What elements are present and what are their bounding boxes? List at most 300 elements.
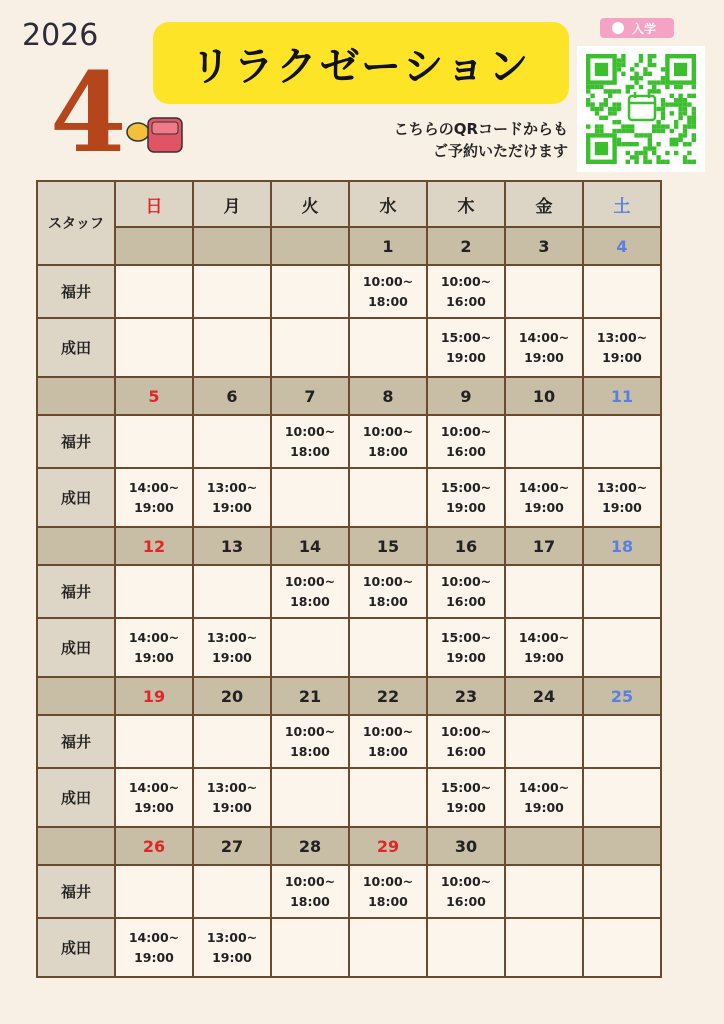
qr-module bbox=[683, 124, 687, 128]
calendar-icon bbox=[629, 92, 655, 120]
shift-cell[interactable] bbox=[271, 715, 349, 768]
shift-cell[interactable] bbox=[349, 768, 427, 827]
date-cell: 29 bbox=[349, 827, 427, 865]
qr-module bbox=[652, 63, 656, 67]
shift-cell[interactable] bbox=[505, 918, 583, 977]
shift-cell[interactable] bbox=[427, 715, 505, 768]
shift-time: 19:00 bbox=[524, 799, 564, 815]
qr-module bbox=[674, 138, 678, 142]
shift-cell[interactable] bbox=[271, 618, 349, 677]
qr-module bbox=[683, 129, 687, 133]
shift-time: 19:00 bbox=[446, 499, 486, 515]
date-cell: 8 bbox=[349, 377, 427, 415]
qr-module bbox=[665, 85, 669, 89]
qr-module bbox=[586, 89, 590, 93]
date-cell: 3 bbox=[505, 227, 583, 265]
qr-module bbox=[687, 151, 691, 155]
qr-module bbox=[670, 102, 674, 106]
shift-cell[interactable] bbox=[427, 415, 505, 468]
staff-row-narita bbox=[37, 768, 661, 827]
qr-module bbox=[683, 160, 687, 164]
qr-module bbox=[604, 116, 608, 120]
shift-time: 18:00 bbox=[290, 893, 330, 909]
shift-time: 10:00~ bbox=[284, 873, 336, 889]
qr-module bbox=[630, 76, 634, 80]
qr-module bbox=[674, 85, 678, 89]
weekday-header: 火 bbox=[271, 181, 349, 227]
weekday-header: 金 bbox=[505, 181, 583, 227]
qr-module bbox=[634, 80, 638, 84]
date-cell bbox=[505, 827, 583, 865]
qr-module bbox=[626, 85, 630, 89]
staff-row-narita bbox=[37, 918, 661, 977]
qr-module bbox=[692, 111, 696, 115]
qr-module bbox=[612, 107, 616, 111]
shift-cell[interactable] bbox=[583, 865, 661, 918]
date-row bbox=[37, 827, 661, 865]
shift-cell[interactable] bbox=[193, 768, 271, 827]
shift-time: 13:00~ bbox=[206, 779, 258, 795]
shift-cell[interactable] bbox=[505, 865, 583, 918]
shift-time: 19:00 bbox=[446, 349, 486, 365]
qr-module bbox=[670, 94, 674, 98]
date-cell: 1 bbox=[349, 227, 427, 265]
shift-cell[interactable] bbox=[427, 265, 505, 318]
qr-module bbox=[590, 107, 594, 111]
qr-module bbox=[670, 111, 674, 115]
shift-time: 10:00~ bbox=[284, 423, 336, 439]
shift-cell[interactable] bbox=[193, 468, 271, 527]
shift-time: 19:00 bbox=[524, 349, 564, 365]
shift-cell[interactable] bbox=[349, 565, 427, 618]
qr-module bbox=[692, 107, 696, 111]
qr-module bbox=[670, 142, 674, 146]
qr-module bbox=[678, 138, 682, 142]
qr-module bbox=[630, 142, 634, 146]
qr-module bbox=[630, 124, 634, 128]
shift-time: 19:00 bbox=[212, 649, 252, 665]
date-cell bbox=[271, 227, 349, 265]
shift-cell[interactable] bbox=[583, 265, 661, 318]
qr-module bbox=[621, 58, 625, 62]
shift-cell[interactable] bbox=[583, 468, 661, 527]
qr-module bbox=[590, 102, 594, 106]
qr-module bbox=[590, 85, 594, 89]
shift-cell[interactable] bbox=[505, 468, 583, 527]
year-label: 2026 bbox=[22, 18, 99, 53]
qr-module bbox=[586, 124, 590, 128]
badge-text: 入学 bbox=[631, 22, 657, 36]
staff-row-narita bbox=[37, 318, 661, 377]
qr-module bbox=[595, 85, 599, 89]
weekday-header: 木 bbox=[427, 181, 505, 227]
qr-module bbox=[595, 124, 599, 128]
shift-time: 15:00~ bbox=[440, 779, 492, 795]
qr-module bbox=[678, 133, 682, 137]
staff-row-narita bbox=[37, 468, 661, 527]
qr-module bbox=[674, 124, 678, 128]
qr-module bbox=[643, 151, 647, 155]
shift-time: 10:00~ bbox=[362, 573, 414, 589]
shift-time: 10:00~ bbox=[362, 273, 414, 289]
qr-module bbox=[643, 160, 647, 164]
shift-time: 10:00~ bbox=[440, 723, 492, 739]
qr-module bbox=[678, 111, 682, 115]
schedule-table bbox=[36, 180, 662, 978]
qr-module bbox=[652, 146, 656, 150]
shift-cell[interactable] bbox=[505, 265, 583, 318]
shift-time: 19:00 bbox=[524, 499, 564, 515]
qr-module bbox=[612, 102, 616, 106]
qr-module bbox=[674, 102, 678, 106]
shift-time: 15:00~ bbox=[440, 329, 492, 345]
shift-time: 19:00 bbox=[212, 499, 252, 515]
shift-cell[interactable] bbox=[193, 715, 271, 768]
shift-cell[interactable] bbox=[271, 768, 349, 827]
qr-module bbox=[692, 116, 696, 120]
qr-module bbox=[595, 107, 599, 111]
date-cell: 9 bbox=[427, 377, 505, 415]
qr-module bbox=[656, 89, 660, 93]
shift-time: 14:00~ bbox=[518, 329, 570, 345]
qr-module bbox=[661, 80, 665, 84]
qr-module bbox=[683, 111, 687, 115]
shift-cell[interactable] bbox=[271, 918, 349, 977]
qr-module bbox=[634, 155, 638, 159]
shift-cell[interactable] bbox=[349, 918, 427, 977]
shift-cell[interactable] bbox=[193, 415, 271, 468]
qr-module bbox=[599, 129, 603, 133]
qr-module bbox=[687, 120, 691, 124]
qr-module bbox=[674, 151, 678, 155]
qr-module bbox=[621, 54, 625, 58]
qr-module bbox=[648, 63, 652, 67]
shift-cell[interactable] bbox=[271, 865, 349, 918]
shift-cell[interactable] bbox=[505, 618, 583, 677]
date-cell: 18 bbox=[583, 527, 661, 565]
shift-cell[interactable] bbox=[505, 565, 583, 618]
shift-cell[interactable] bbox=[271, 265, 349, 318]
qr-module bbox=[617, 142, 621, 146]
shift-cell[interactable] bbox=[193, 318, 271, 377]
shift-cell[interactable] bbox=[115, 318, 193, 377]
month-number: 4 bbox=[50, 48, 127, 177]
qr-module bbox=[634, 72, 638, 76]
shift-time: 16:00 bbox=[446, 593, 486, 609]
qr-finder bbox=[595, 63, 608, 76]
shift-cell[interactable] bbox=[427, 918, 505, 977]
date-row-spacer bbox=[37, 677, 115, 715]
shift-cell[interactable] bbox=[271, 415, 349, 468]
shift-cell[interactable] bbox=[427, 618, 505, 677]
qr-module bbox=[599, 124, 603, 128]
qr-module bbox=[648, 54, 652, 58]
weekday-header: 月 bbox=[193, 181, 271, 227]
qr-module bbox=[617, 107, 621, 111]
staff-name: 成田 bbox=[37, 618, 115, 677]
date-cell: 22 bbox=[349, 677, 427, 715]
shift-cell[interactable] bbox=[505, 768, 583, 827]
date-cell: 30 bbox=[427, 827, 505, 865]
date-cell: 14 bbox=[271, 527, 349, 565]
qr-module bbox=[630, 85, 634, 89]
shift-cell[interactable] bbox=[193, 565, 271, 618]
weekday-header: 水 bbox=[349, 181, 427, 227]
qr-note-line1: こちらのQRコードからも bbox=[393, 120, 568, 138]
shift-time: 16:00 bbox=[446, 893, 486, 909]
shift-time: 13:00~ bbox=[596, 479, 648, 495]
qr-module bbox=[634, 142, 638, 146]
shift-time: 10:00~ bbox=[440, 423, 492, 439]
qr-module bbox=[661, 102, 665, 106]
qr-module bbox=[595, 111, 599, 115]
qr-module bbox=[621, 124, 625, 128]
qr-note-line2: ご予約いただけます bbox=[432, 142, 568, 160]
qr-module bbox=[617, 120, 621, 124]
shift-cell[interactable] bbox=[193, 918, 271, 977]
qr-module bbox=[652, 80, 656, 84]
shift-time: 16:00 bbox=[446, 443, 486, 459]
qr-module bbox=[643, 133, 647, 137]
shift-time: 19:00 bbox=[134, 499, 174, 515]
shift-cell[interactable] bbox=[427, 468, 505, 527]
qr-module bbox=[634, 76, 638, 80]
shift-cell[interactable] bbox=[115, 265, 193, 318]
shift-cell[interactable] bbox=[193, 865, 271, 918]
weekday-header: 土 bbox=[583, 181, 661, 227]
shift-cell[interactable] bbox=[583, 768, 661, 827]
qr-module bbox=[612, 111, 616, 115]
shift-cell[interactable] bbox=[583, 715, 661, 768]
shift-time: 10:00~ bbox=[284, 573, 336, 589]
qr-module bbox=[692, 94, 696, 98]
qr-module bbox=[586, 98, 590, 102]
staff-row-fukui bbox=[37, 415, 661, 468]
qr-module bbox=[648, 142, 652, 146]
date-cell: 19 bbox=[115, 677, 193, 715]
staff-name: 福井 bbox=[37, 865, 115, 918]
shift-cell[interactable] bbox=[505, 715, 583, 768]
qr-module bbox=[678, 107, 682, 111]
shift-time: 19:00 bbox=[212, 799, 252, 815]
qr-module bbox=[595, 129, 599, 133]
staff-row-fukui bbox=[37, 865, 661, 918]
shift-cell[interactable] bbox=[115, 565, 193, 618]
qr-module bbox=[656, 155, 660, 159]
shift-cell[interactable] bbox=[349, 318, 427, 377]
shift-cell[interactable] bbox=[427, 565, 505, 618]
qr-module bbox=[687, 142, 691, 146]
shift-time: 18:00 bbox=[290, 443, 330, 459]
qr-module bbox=[586, 102, 590, 106]
qr-module bbox=[626, 142, 630, 146]
shift-cell[interactable] bbox=[349, 265, 427, 318]
qr-module bbox=[652, 124, 656, 128]
qr-module bbox=[665, 102, 669, 106]
qr-module bbox=[687, 102, 691, 106]
qr-module bbox=[612, 120, 616, 124]
date-cell: 17 bbox=[505, 527, 583, 565]
qr-module bbox=[599, 116, 603, 120]
shift-time: 16:00 bbox=[446, 293, 486, 309]
qr-module bbox=[656, 80, 660, 84]
shift-cell[interactable] bbox=[115, 468, 193, 527]
shift-time: 15:00~ bbox=[440, 629, 492, 645]
staff-header: スタッフ bbox=[37, 181, 115, 265]
qr-module bbox=[678, 85, 682, 89]
qr-module bbox=[621, 142, 625, 146]
qr-code[interactable] bbox=[577, 46, 705, 172]
qr-module bbox=[652, 54, 656, 58]
qr-module bbox=[621, 72, 625, 76]
date-cell: 21 bbox=[271, 677, 349, 715]
qr-module bbox=[634, 151, 638, 155]
date-cell: 12 bbox=[115, 527, 193, 565]
qr-module bbox=[656, 124, 660, 128]
shift-cell[interactable] bbox=[193, 265, 271, 318]
shift-cell[interactable] bbox=[271, 318, 349, 377]
qr-module bbox=[626, 124, 630, 128]
qr-module bbox=[678, 102, 682, 106]
qr-module bbox=[683, 133, 687, 137]
shift-cell[interactable] bbox=[115, 768, 193, 827]
shift-cell[interactable] bbox=[583, 565, 661, 618]
qr-module bbox=[683, 142, 687, 146]
qr-module bbox=[643, 155, 647, 159]
date-cell: 13 bbox=[193, 527, 271, 565]
shift-time: 13:00~ bbox=[206, 929, 258, 945]
qr-note bbox=[394, 118, 568, 162]
qr-module bbox=[630, 129, 634, 133]
entrance-badge bbox=[596, 12, 678, 42]
qr-module bbox=[643, 67, 647, 71]
qr-module bbox=[608, 107, 612, 111]
qr-module bbox=[683, 155, 687, 159]
date-cell: 10 bbox=[505, 377, 583, 415]
shift-cell[interactable] bbox=[349, 865, 427, 918]
qr-module bbox=[661, 107, 665, 111]
shift-cell[interactable] bbox=[349, 468, 427, 527]
qr-module bbox=[626, 160, 630, 164]
shift-cell[interactable] bbox=[349, 618, 427, 677]
qr-module bbox=[692, 124, 696, 128]
shift-time: 18:00 bbox=[290, 743, 330, 759]
date-cell: 15 bbox=[349, 527, 427, 565]
shift-cell[interactable] bbox=[427, 865, 505, 918]
shift-cell[interactable] bbox=[505, 415, 583, 468]
qr-finder bbox=[595, 142, 608, 155]
shift-time: 10:00~ bbox=[362, 873, 414, 889]
qr-module bbox=[590, 94, 594, 98]
qr-module bbox=[661, 124, 665, 128]
qr-module bbox=[661, 116, 665, 120]
date-row-spacer bbox=[37, 827, 115, 865]
shift-time: 18:00 bbox=[290, 593, 330, 609]
qr-finder bbox=[674, 63, 687, 76]
qr-module bbox=[617, 129, 621, 133]
shift-time: 14:00~ bbox=[128, 779, 180, 795]
qr-module bbox=[639, 76, 643, 80]
qr-module bbox=[661, 76, 665, 80]
shift-cell[interactable] bbox=[427, 318, 505, 377]
qr-module bbox=[656, 129, 660, 133]
qr-module bbox=[630, 67, 634, 71]
qr-module bbox=[692, 85, 696, 89]
shift-cell[interactable] bbox=[427, 768, 505, 827]
shift-time: 18:00 bbox=[368, 893, 408, 909]
shift-cell[interactable] bbox=[115, 415, 193, 468]
qr-module bbox=[692, 120, 696, 124]
shift-cell[interactable] bbox=[115, 715, 193, 768]
shift-time: 14:00~ bbox=[128, 929, 180, 945]
qr-module bbox=[670, 138, 674, 142]
title-banner bbox=[153, 22, 569, 104]
shift-cell[interactable] bbox=[115, 918, 193, 977]
date-cell bbox=[115, 227, 193, 265]
qr-module bbox=[639, 85, 643, 89]
qr-module bbox=[687, 160, 691, 164]
shift-cell[interactable] bbox=[583, 318, 661, 377]
school-bag-icon bbox=[124, 112, 186, 158]
date-cell: 23 bbox=[427, 677, 505, 715]
shift-time: 10:00~ bbox=[440, 273, 492, 289]
qr-module bbox=[678, 94, 682, 98]
date-cell: 2 bbox=[427, 227, 505, 265]
date-row-spacer bbox=[37, 377, 115, 415]
shift-time: 13:00~ bbox=[206, 479, 258, 495]
qr-module bbox=[608, 111, 612, 115]
shift-cell[interactable] bbox=[115, 618, 193, 677]
qr-module bbox=[617, 102, 621, 106]
shift-cell[interactable] bbox=[349, 715, 427, 768]
qr-module bbox=[674, 120, 678, 124]
shift-time: 10:00~ bbox=[440, 573, 492, 589]
staff-row-fukui bbox=[37, 565, 661, 618]
qr-module bbox=[648, 133, 652, 137]
shift-cell[interactable] bbox=[271, 468, 349, 527]
qr-module bbox=[604, 98, 608, 102]
weekday-header-row bbox=[37, 181, 661, 227]
weekday-header: 日 bbox=[115, 181, 193, 227]
date-cell: 25 bbox=[583, 677, 661, 715]
qr-module bbox=[639, 58, 643, 62]
shift-cell[interactable] bbox=[271, 565, 349, 618]
date-cell: 5 bbox=[115, 377, 193, 415]
shift-cell[interactable] bbox=[583, 415, 661, 468]
shift-cell[interactable] bbox=[115, 865, 193, 918]
qr-module bbox=[692, 133, 696, 137]
qr-module bbox=[599, 85, 603, 89]
shift-time: 19:00 bbox=[446, 649, 486, 665]
shift-time: 13:00~ bbox=[596, 329, 648, 345]
date-cell: 26 bbox=[115, 827, 193, 865]
shift-time: 19:00 bbox=[134, 649, 174, 665]
shift-time: 10:00~ bbox=[284, 723, 336, 739]
shift-time: 14:00~ bbox=[128, 629, 180, 645]
qr-module bbox=[692, 138, 696, 142]
page-title: リラクゼーション bbox=[190, 43, 532, 90]
shift-time: 14:00~ bbox=[518, 629, 570, 645]
shift-cell[interactable] bbox=[193, 618, 271, 677]
shift-cell[interactable] bbox=[583, 918, 661, 977]
qr-module bbox=[648, 72, 652, 76]
shift-time: 14:00~ bbox=[518, 779, 570, 795]
shift-cell[interactable] bbox=[583, 618, 661, 677]
staff-name: 福井 bbox=[37, 265, 115, 318]
shift-cell[interactable] bbox=[505, 318, 583, 377]
shift-cell[interactable] bbox=[349, 415, 427, 468]
staff-name: 成田 bbox=[37, 468, 115, 527]
